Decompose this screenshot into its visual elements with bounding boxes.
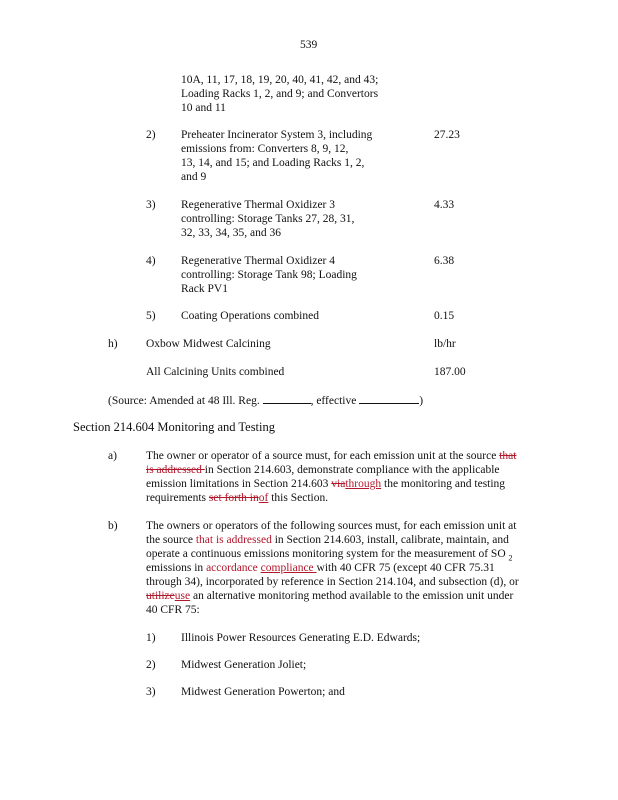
para-a-letter: a)	[108, 450, 117, 462]
continued-item-line: 10A, 11, 17, 18, 19, 20, 40, 41, 42, and 43;	[181, 74, 379, 86]
source-number: 2)	[146, 659, 156, 671]
text: requirements	[146, 492, 209, 504]
item-line: emissions from: Converters 8, 9, 12,	[181, 143, 349, 155]
deleted-text: that	[499, 450, 517, 462]
para-b-line	[146, 561, 495, 575]
text: an alternative monitoring method available to the emission unit under	[190, 590, 514, 602]
source-note	[108, 393, 423, 408]
text: with 40 CFR 75 (except 40 CFR 75.31	[316, 562, 495, 574]
inserted-text: through	[345, 478, 382, 490]
section-heading: Section 214.604 Monitoring and Testing	[73, 420, 276, 434]
item-line: and 9	[181, 171, 207, 183]
inserted-text: accordance	[206, 562, 258, 574]
text: the source	[146, 534, 196, 546]
source-note-suffix: )	[419, 395, 424, 407]
para-b-line	[146, 547, 513, 561]
text: operate a continuous emissions monitoring system for the measurement of SO	[146, 548, 506, 560]
item-number: 5)	[146, 310, 156, 322]
item-value: 6.38	[434, 255, 455, 267]
source-note-middle: , effective	[310, 395, 360, 407]
text: The owner or operator of a source must, for each emission unit at the source	[146, 450, 500, 462]
continued-item-line: Loading Racks 1, 2, and 9; and Convertors	[181, 88, 379, 100]
deleted-text: set forth in	[208, 492, 259, 504]
inserted-text: compliance	[260, 562, 317, 574]
deleted-text: is addressed	[146, 464, 205, 476]
item-line: controlling: Storage Tanks 27, 28, 31,	[181, 213, 355, 225]
item-value: 27.23	[434, 129, 460, 141]
deleted-text: utilize	[146, 590, 175, 602]
item-line: 32, 33, 34, 35, and 36	[181, 227, 281, 239]
source-name: Midwest Generation Powerton; and	[181, 686, 345, 698]
text: this Section.	[268, 492, 329, 504]
text: in Section 214.603, demonstrate compliance with the applicable	[204, 464, 500, 476]
item-number: 3)	[146, 199, 156, 211]
item-line: Rack PV1	[181, 283, 228, 295]
item-line: Preheater Incinerator System 3, including	[181, 129, 373, 141]
blank-line	[263, 393, 311, 404]
blank-line	[359, 393, 419, 404]
deleted-text: via	[331, 478, 346, 490]
text: in Section 214.603, install, calibrate, maintain, and	[271, 534, 509, 546]
para-a-line	[146, 463, 500, 477]
item-line: controlling: Storage Tank 98; Loading	[181, 269, 357, 281]
para-a-line	[146, 491, 328, 505]
item-line: Regenerative Thermal Oxidizer 3	[181, 199, 336, 211]
calcining-label: All Calcining Units combined	[146, 366, 285, 378]
inserted-text: of	[258, 492, 269, 504]
para-a-line	[146, 449, 516, 463]
item-line: Coating Operations combined	[181, 310, 319, 322]
source-name: Midwest Generation Joliet;	[181, 659, 307, 671]
para-b-line	[146, 533, 509, 547]
item-h-unit: lb/hr	[434, 338, 456, 350]
item-h-name: Oxbow Midwest Calcining	[146, 338, 271, 350]
para-b-line	[146, 589, 513, 603]
text: emissions in	[146, 562, 207, 574]
item-number: 2)	[146, 129, 156, 141]
para-a-line	[146, 477, 505, 491]
continued-item-line: 10 and 11	[181, 102, 226, 114]
subscript: 2	[508, 553, 513, 563]
para-b-line: 40 CFR 75:	[146, 604, 200, 616]
item-number: 4)	[146, 255, 156, 267]
item-h-letter: h)	[108, 338, 118, 350]
source-number: 1)	[146, 632, 156, 644]
text: emission limitations in Section 214.603	[146, 478, 332, 490]
text: the monitoring and testing	[381, 478, 506, 490]
source-number: 3)	[146, 686, 156, 698]
calcining-value: 187.00	[434, 366, 466, 378]
para-b-line: through 34), incorporated by reference in Section 214.104, and subsection (d), or	[146, 576, 519, 588]
inserted-text: use	[174, 590, 191, 602]
item-line: 13, 14, and 15; and Loading Racks 1, 2,	[181, 157, 365, 169]
inserted-text: that is addressed	[195, 534, 272, 546]
item-value: 4.33	[434, 199, 455, 211]
item-value: 0.15	[434, 310, 455, 322]
para-b-letter: b)	[108, 520, 118, 532]
source-note-prefix: (Source: Amended at 48 Ill. Reg.	[108, 395, 263, 407]
page-number: 539	[300, 39, 318, 51]
source-name: Illinois Power Resources Generating E.D. Edwards;	[181, 632, 421, 644]
item-line: Regenerative Thermal Oxidizer 4	[181, 255, 336, 267]
para-b-line: The owners or operators of the following sources must, for each emission unit at	[146, 520, 517, 532]
